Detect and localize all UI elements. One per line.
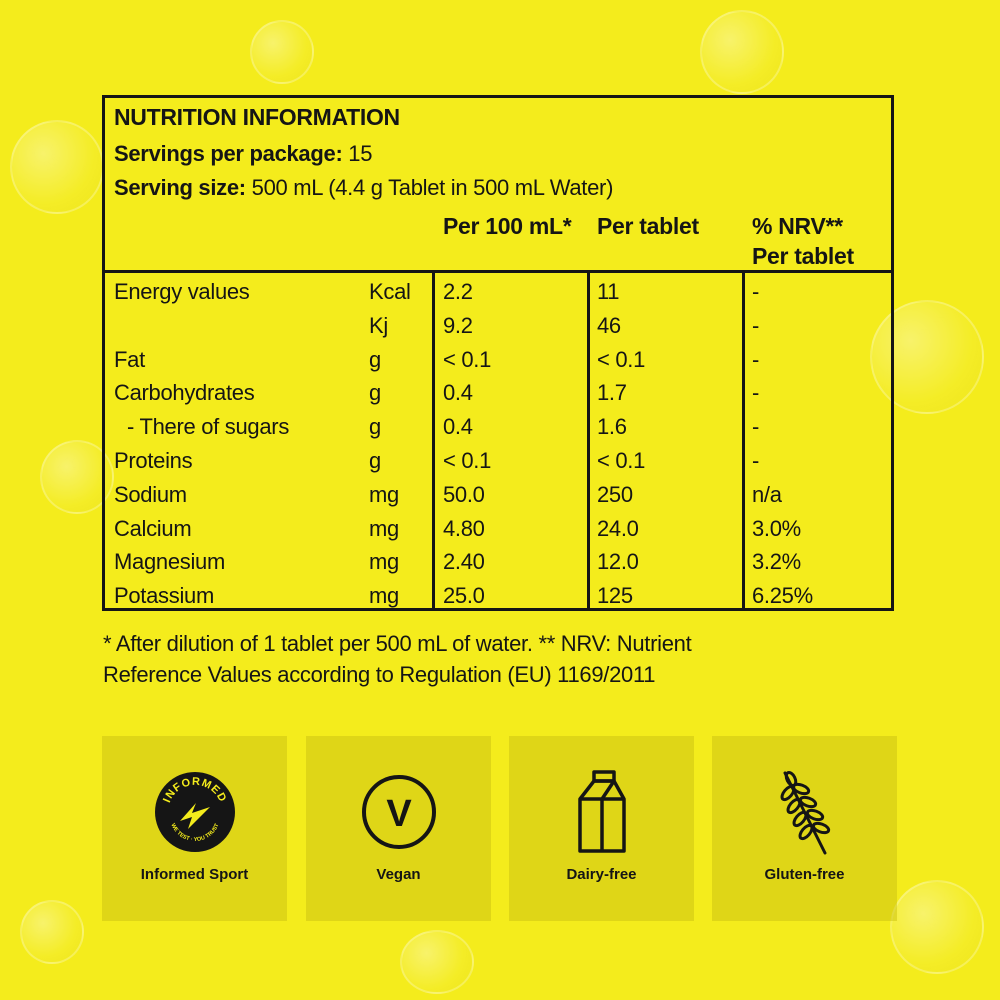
value-per100: 25.0 bbox=[443, 583, 485, 609]
value-per100: 2.40 bbox=[443, 549, 485, 575]
bubble bbox=[10, 120, 104, 214]
nutrient-name: Fat bbox=[114, 346, 145, 372]
nutrient-name: Carbohydrates bbox=[114, 380, 255, 406]
nutrient-name: Energy values bbox=[114, 279, 250, 304]
badge-vegan bbox=[306, 736, 491, 921]
informed-sport-logo-icon bbox=[102, 772, 287, 852]
nutrient-unit: g bbox=[369, 414, 381, 440]
value-pertablet: < 0.1 bbox=[597, 346, 646, 372]
nutrient-unit: g bbox=[369, 346, 381, 372]
badge-gluten-free bbox=[712, 736, 897, 921]
column-header-per100: Per 100 mL* bbox=[443, 213, 572, 239]
value-pertablet: 12.0 bbox=[597, 549, 639, 575]
table-row bbox=[105, 377, 891, 411]
nutrient-name: Proteins bbox=[114, 447, 193, 473]
value-per100: 50.0 bbox=[443, 481, 485, 507]
nutrient-unit: mg bbox=[369, 481, 399, 507]
table-row bbox=[105, 411, 891, 445]
value-per100: 0.4 bbox=[443, 414, 473, 440]
svg-text:V: V bbox=[385, 793, 412, 835]
value-per100: 4.80 bbox=[443, 515, 485, 541]
nutrient-name: Potassium bbox=[114, 583, 215, 609]
value-nrv: 6.25% bbox=[752, 583, 813, 609]
value-pertablet: < 0.1 bbox=[597, 447, 646, 473]
column-header-nrv-line2: Per tablet bbox=[752, 243, 854, 269]
value-pertablet: 125 bbox=[597, 583, 633, 609]
value-pertablet: 24.0 bbox=[597, 515, 639, 541]
nutrient-unit: Kcal bbox=[369, 279, 411, 304]
bubble bbox=[400, 930, 474, 994]
value-per100: < 0.1 bbox=[443, 447, 492, 473]
svg-text:WE TEST · YOU TRUST: WE TEST · YOU TRUST bbox=[168, 822, 220, 844]
vegan-v-icon bbox=[306, 772, 491, 852]
value-pertablet: 250 bbox=[597, 481, 633, 507]
value-nrv: - bbox=[752, 279, 760, 304]
value-nrv: - bbox=[752, 447, 760, 473]
value-nrv: - bbox=[752, 380, 760, 406]
table-row bbox=[105, 546, 891, 580]
nutrition-rows bbox=[105, 276, 891, 614]
value-pertablet: 11 bbox=[597, 279, 620, 304]
table-row bbox=[105, 479, 891, 513]
value-per100: 0.4 bbox=[443, 380, 473, 406]
value-nrv: n/a bbox=[752, 481, 782, 507]
value-per100: < 0.1 bbox=[443, 346, 492, 372]
badge-label: Dairy-free bbox=[566, 866, 637, 883]
nutrient-name: Magnesium bbox=[114, 549, 226, 575]
nutrient-name: Calcium bbox=[114, 515, 192, 541]
nutrient-unit: g bbox=[369, 380, 381, 406]
nutrient-name: Sodium bbox=[114, 481, 187, 507]
column-header-nrv-line1: % NRV** bbox=[752, 213, 843, 239]
nutrient-unit: mg bbox=[369, 549, 399, 575]
table-row bbox=[105, 310, 891, 344]
badge-label: Gluten-free bbox=[764, 866, 845, 883]
value-per100: 2.2 bbox=[443, 279, 473, 304]
value-pertablet: 1.7 bbox=[597, 380, 627, 406]
badge-dairy-free bbox=[509, 736, 694, 921]
table-row bbox=[105, 580, 891, 614]
value-per100: 9.2 bbox=[443, 312, 473, 338]
panel-header bbox=[105, 98, 891, 273]
wheat-icon bbox=[712, 772, 897, 852]
nutrition-panel bbox=[102, 95, 894, 611]
nutrient-unit: mg bbox=[369, 583, 399, 609]
table-row bbox=[105, 513, 891, 547]
bubble bbox=[890, 880, 984, 974]
nutrient-name: - There of sugars bbox=[127, 414, 290, 440]
bubble bbox=[20, 900, 84, 964]
table-row bbox=[105, 445, 891, 479]
footnote-line1: * After dilution of 1 tablet per 500 mL of water. ** NRV: Nutrient bbox=[103, 631, 692, 656]
column-header-pertablet: Per tablet bbox=[597, 213, 699, 239]
value-pertablet: 46 bbox=[597, 312, 621, 338]
nutrient-unit: mg bbox=[369, 515, 399, 541]
value-nrv: - bbox=[752, 312, 760, 338]
column-header-nrv bbox=[752, 211, 854, 271]
nutrient-unit: Kj bbox=[369, 312, 388, 338]
value-nrv: - bbox=[752, 346, 760, 372]
milk-carton-icon bbox=[509, 772, 694, 852]
table-row bbox=[105, 276, 891, 310]
nutrient-unit: g bbox=[369, 447, 381, 473]
footnote-line2: Reference Values according to Regulation (EU) 1169/2011 bbox=[103, 662, 656, 687]
table-row bbox=[105, 344, 891, 378]
badge-informed-sport bbox=[102, 736, 287, 921]
panel-title: NUTRITION INFORMATION bbox=[114, 104, 400, 130]
serving-size-label: Serving size: bbox=[114, 175, 246, 200]
footnote bbox=[103, 628, 803, 690]
badge-label: Vegan bbox=[376, 866, 421, 883]
servings-line bbox=[114, 141, 372, 167]
value-nrv: 3.2% bbox=[752, 549, 801, 575]
value-nrv: 3.0% bbox=[752, 515, 801, 541]
badge-label: Informed Sport bbox=[140, 866, 249, 883]
bubble bbox=[250, 20, 314, 84]
servings-value: 15 bbox=[348, 141, 373, 166]
bubble bbox=[700, 10, 784, 94]
svg-text:INFORMED: INFORMED bbox=[160, 775, 229, 805]
serving-size-value: 500 mL (4.4 g Tablet in 500 mL Water) bbox=[251, 175, 614, 200]
servings-label: Servings per package: bbox=[114, 141, 343, 166]
value-nrv: - bbox=[752, 414, 760, 440]
serving-size-line bbox=[114, 175, 613, 201]
value-pertablet: 1.6 bbox=[597, 414, 627, 440]
